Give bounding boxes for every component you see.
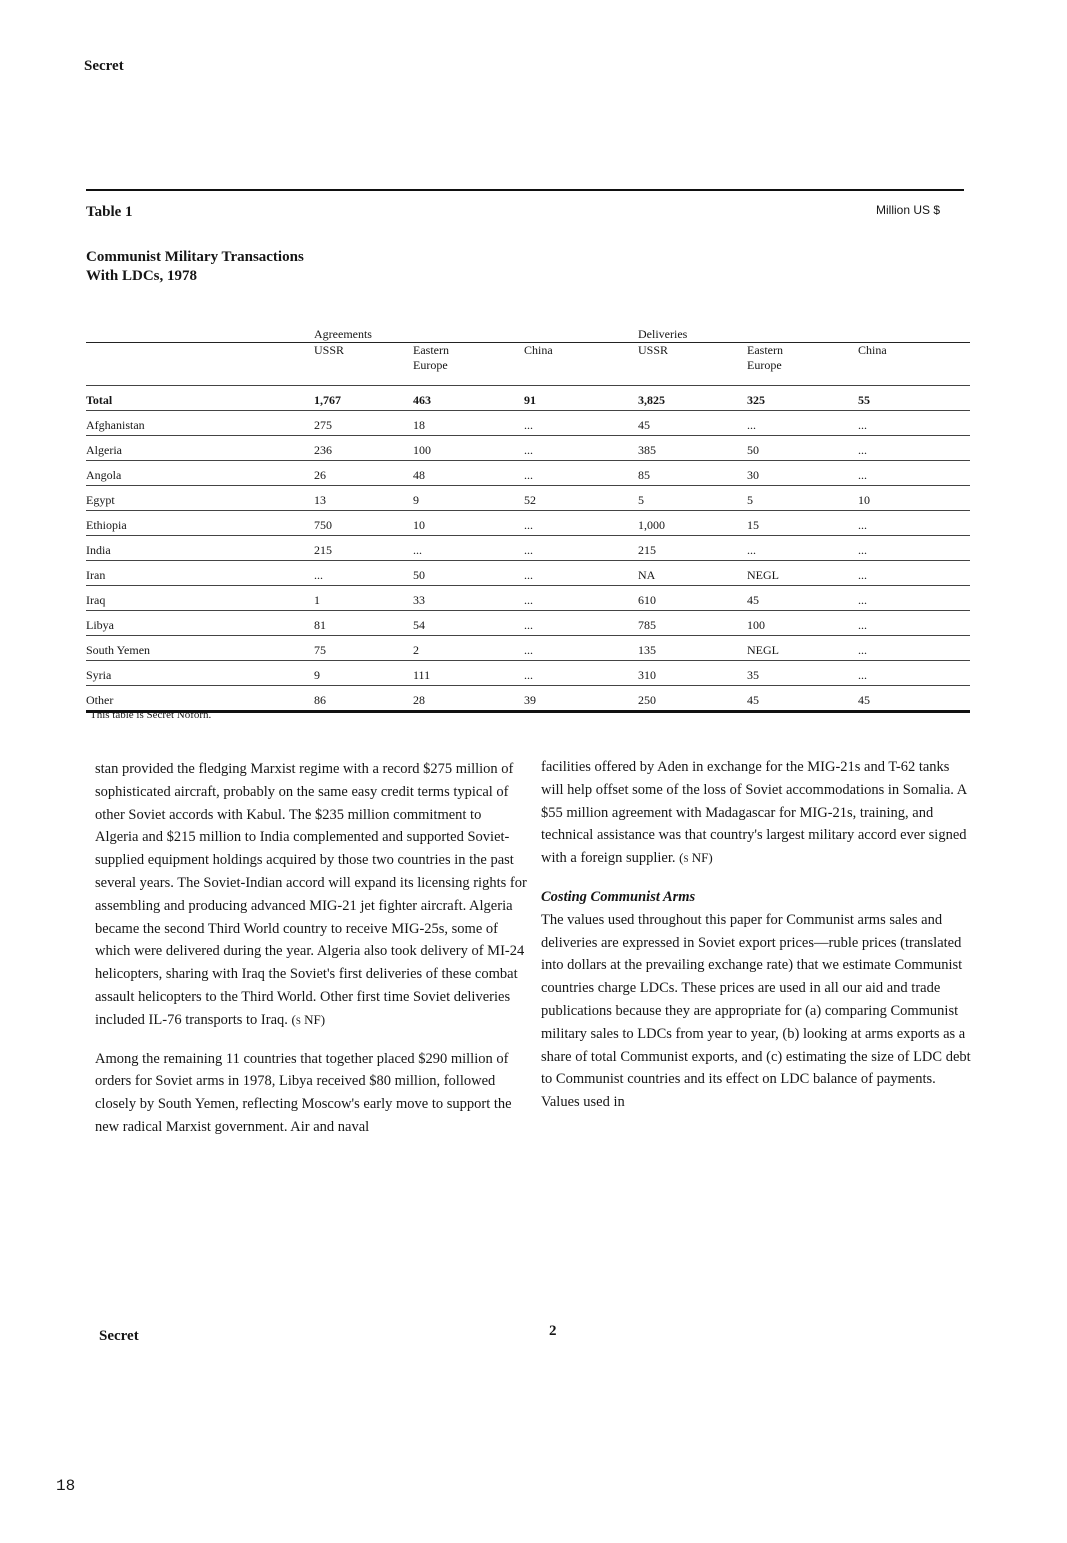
cell-deliveries-china: ... [858,461,970,486]
table-row [86,536,970,561]
cell-agreements-china: ... [524,586,638,611]
cell-deliveries-ussr: 385 [638,436,747,461]
cell-agreements-ussr: 86 [314,686,413,712]
col-header-agreements-ussr: USSR [314,343,413,386]
cell-deliveries-ussr: 135 [638,636,747,661]
row-label: Egypt [86,486,314,511]
right-paragraph-2: The values used throughout this paper for Communist arms sales and deliveries are expressed in Soviet export prices—ruble prices (translated into dollars at the prevailing exchange rate) that we estimate Communist countries charge LDCs. These prices are used in all our aid and trade publications because they are appropriate for (a) comparing Communist military sales to LDCs from year to year, (b) looking at arms exports as a share of total Communist exports, and (c) estimating the size of LDC debt to Communist countries and its effect on LDC balance of payments. Values used in [541,911,971,1111]
row-label: Other [86,686,314,712]
classification-footer: Secret [99,1328,139,1344]
table-footnote: This table is Secret Noforn. [90,709,212,721]
cell-deliveries-ussr: 610 [638,586,747,611]
row-label: Afghanistan [86,411,314,436]
cell-deliveries-eastern-europe: NEGL [747,636,858,661]
page-number: 2 [549,1323,557,1339]
cell-agreements-ussr: 13 [314,486,413,511]
table-row [86,586,970,611]
classification-marking: (s NF) [679,850,713,866]
cell-agreements-eastern-europe: 9 [413,486,524,511]
col-header-agreements-eastern-europe: Eastern Europe [413,343,524,386]
cell-agreements-ussr: 81 [314,611,413,636]
cell-deliveries-eastern-europe: 45 [747,686,858,712]
row-label: Libya [86,611,314,636]
cell-deliveries-china: ... [858,636,970,661]
table-title [86,248,304,286]
table-title-line-1: Communist Military Transactions [86,249,304,265]
row-label: Iraq [86,586,314,611]
cell-agreements-china: ... [524,661,638,686]
table-row [86,686,970,712]
col-header-agreements-china: China [524,343,638,386]
cell-deliveries-eastern-europe: 325 [747,386,858,411]
cell-agreements-china: ... [524,611,638,636]
cell-agreements-china: ... [524,636,638,661]
classification-marking: (s NF) [291,1011,326,1027]
cell-deliveries-ussr: 215 [638,536,747,561]
table-row [86,636,970,661]
cell-deliveries-china: ... [858,411,970,436]
cell-agreements-china: 91 [524,386,638,411]
cell-deliveries-china: ... [858,661,970,686]
cell-agreements-china: ... [524,511,638,536]
outer-page-number: 18 [56,1477,76,1495]
cell-deliveries-ussr: 85 [638,461,747,486]
row-label: India [86,536,314,561]
cell-agreements-eastern-europe: 48 [413,461,524,486]
cell-deliveries-china: ... [858,611,970,636]
cell-deliveries-china: ... [858,511,970,536]
table-row [86,561,970,586]
cell-agreements-ussr: 215 [314,536,413,561]
cell-agreements-eastern-europe: 463 [413,386,524,411]
row-label: Algeria [86,436,314,461]
cell-deliveries-china: 45 [858,686,970,712]
cell-agreements-eastern-europe: 28 [413,686,524,712]
cell-agreements-ussr: 275 [314,411,413,436]
military-transactions-table [86,312,970,713]
cell-deliveries-eastern-europe: 30 [747,461,858,486]
cell-agreements-eastern-europe: 33 [413,586,524,611]
cell-agreements-china: 52 [524,486,638,511]
stub-header [86,312,314,343]
cell-agreements-china: ... [524,561,638,586]
cell-agreements-ussr: 9 [314,661,413,686]
cell-agreements-eastern-europe: 54 [413,611,524,636]
table-row [86,511,970,536]
cell-agreements-china: ... [524,436,638,461]
row-label: Iran [86,561,314,586]
cell-deliveries-ussr: 3,825 [638,386,747,411]
table-top-rule [86,189,964,191]
left-paragraph-2: Among the remaining 11 countries that together placed $290 million of orders for Soviet arms in 1978, Libya received $80 million, followed closely by South Yemen, reflecting Moscow's early move to support the new radical Marxist government. Air and naval [95,1050,512,1135]
table-row [86,661,970,686]
table-units: Million US $ [876,203,941,217]
table-label: Table 1 [86,204,133,220]
cell-deliveries-ussr: 45 [638,411,747,436]
row-label: Angola [86,461,314,486]
cell-deliveries-ussr: 250 [638,686,747,712]
row-label: Total [86,386,314,411]
cell-agreements-china: ... [524,461,638,486]
classification-header: Secret [84,58,124,74]
table-row-total [86,386,970,411]
cell-deliveries-china: ... [858,561,970,586]
cell-deliveries-china: ... [858,436,970,461]
stub-subheader [86,343,314,386]
cell-deliveries-china: ... [858,536,970,561]
deliveries-header: Deliveries [638,312,970,343]
cell-deliveries-eastern-europe: ... [747,536,858,561]
cell-agreements-ussr: 236 [314,436,413,461]
cell-agreements-china: ... [524,411,638,436]
col-header-deliveries-eastern-europe: Eastern Europe [747,343,858,386]
agreements-header: Agreements [314,312,638,343]
cell-agreements-ussr: 1,767 [314,386,413,411]
cell-deliveries-ussr: 310 [638,661,747,686]
cell-agreements-eastern-europe: 50 [413,561,524,586]
table-row [86,411,970,436]
col-header-deliveries-ussr: USSR [638,343,747,386]
cell-deliveries-ussr: 5 [638,486,747,511]
cell-agreements-ussr: ... [314,561,413,586]
table-row [86,436,970,461]
cell-deliveries-eastern-europe: 35 [747,661,858,686]
cell-deliveries-eastern-europe: ... [747,411,858,436]
cell-deliveries-eastern-europe: 5 [747,486,858,511]
cell-deliveries-ussr: NA [638,561,747,586]
cell-agreements-ussr: 26 [314,461,413,486]
right-paragraph-1: facilities offered by Aden in exchange for the MIG-21s and T-62 tanks will help offset some of the loss of Soviet accommodations in Somalia. A $55 million agreement with Madagascar for MIG-21s, training, and technical assistance was that country's largest military accord ever signed with a foreign supplier. (s NF) [541,759,967,867]
left-paragraph-1: stan provided the fledging Marxist regime with a record $275 million of sophisticated aircraft, probably on the same easy credit terms typical of other Soviet accords with Kabul. The $235 million commitment to Algeria and $215 million to India complemented and supported Soviet-supplied equipment holdings acquired by those two countries in the past several years. The Soviet-Indian accord will expand its licensing rights for assembling and producing advanced MIG-21 jet fighter aircraft. Algeria became the second Third World country to receive MIG-25s, some of which were delivered during the year. Algeria also took delivery of MI-24 helicopters, sharing with Iraq the Soviet's first deliveries of these combat assault helicopters to the Third World. Other first time Soviet deliveries included IL-76 transports to Iraq. (s NF) [95,761,527,1028]
cell-agreements-ussr: 1 [314,586,413,611]
cell-agreements-ussr: 750 [314,511,413,536]
cell-deliveries-eastern-europe: 15 [747,511,858,536]
cell-deliveries-eastern-europe: 45 [747,586,858,611]
cell-deliveries-china: 10 [858,486,970,511]
cell-agreements-china: ... [524,536,638,561]
section-heading: Costing Communist Arms [541,888,696,905]
cell-deliveries-eastern-europe: 50 [747,436,858,461]
cell-agreements-ussr: 75 [314,636,413,661]
cell-agreements-eastern-europe: 18 [413,411,524,436]
right-text-column [541,756,973,1130]
row-label: Syria [86,661,314,686]
row-label: Ethiopia [86,511,314,536]
cell-agreements-eastern-europe: 100 [413,436,524,461]
table-row [86,486,970,511]
cell-agreements-china: 39 [524,686,638,712]
cell-agreements-eastern-europe: 111 [413,661,524,686]
cell-agreements-eastern-europe: 2 [413,636,524,661]
cell-agreements-eastern-europe: ... [413,536,524,561]
cell-deliveries-ussr: 785 [638,611,747,636]
table-row [86,611,970,636]
cell-deliveries-ussr: 1,000 [638,511,747,536]
table-title-line-2: With LDCs, 1978 [86,268,197,284]
left-text-column [95,758,527,1155]
cell-agreements-eastern-europe: 10 [413,511,524,536]
row-label: South Yemen [86,636,314,661]
cell-deliveries-eastern-europe: NEGL [747,561,858,586]
col-header-deliveries-china: China [858,343,970,386]
cell-deliveries-eastern-europe: 100 [747,611,858,636]
table-row [86,461,970,486]
cell-deliveries-china: ... [858,586,970,611]
cell-deliveries-china: 55 [858,386,970,411]
